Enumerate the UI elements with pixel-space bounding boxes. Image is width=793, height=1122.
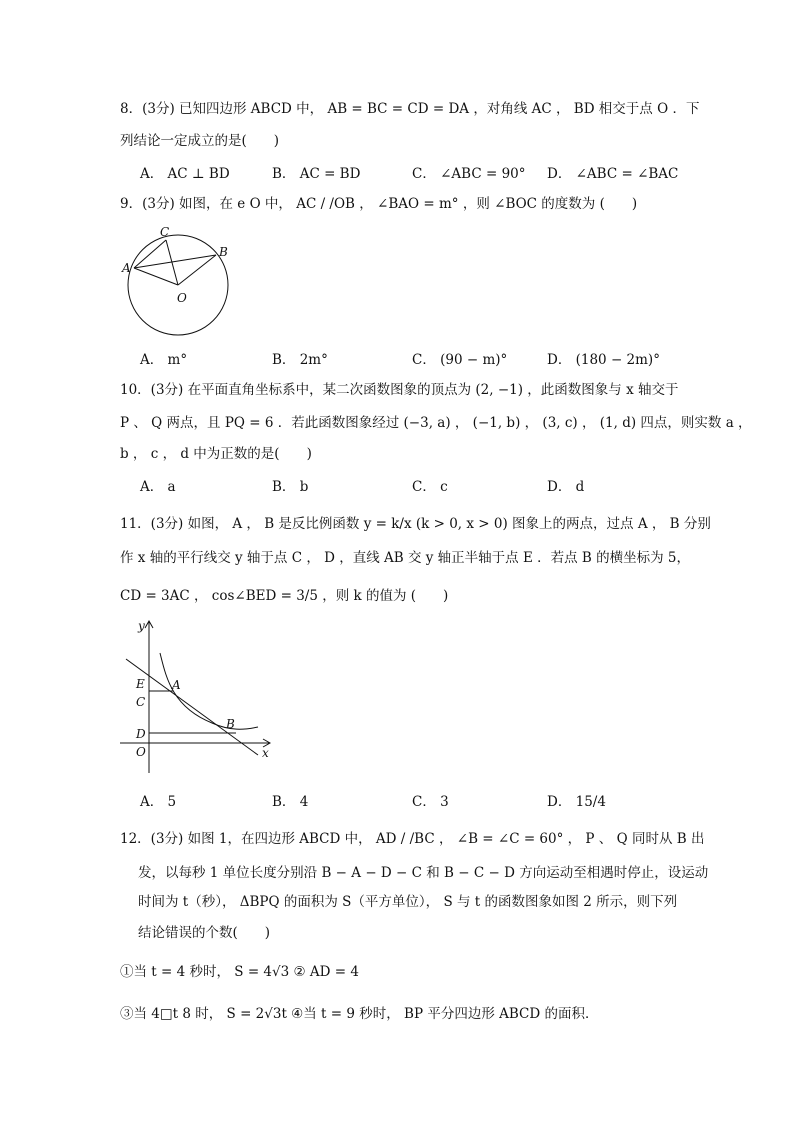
q9-stem-line1: 9．(3分) 如图，在 e O 中， AC / /OB ， ∠BAO = m° ，则 ∠BOC 的度数为 ( ) bbox=[120, 196, 638, 212]
q9-label-a: A bbox=[122, 261, 131, 275]
q10-option-a: A． a bbox=[140, 479, 176, 495]
q8-stem-line1: 8．(3分) 已知四边形 ABCD 中， AB = BC = CD = DA ，对角线 AC ， BD 相交于点 O ．下 bbox=[120, 101, 700, 117]
q12-stem-line4: 结论错误的个数( ) bbox=[138, 925, 271, 941]
q11-label-x: x bbox=[262, 746, 269, 760]
q11-label-e: E bbox=[136, 677, 145, 691]
q11-stem-line1: 11．(3分) 如图， A ， B 是反比例函数 y = k/x (k > 0, x > 0) 图象上的两点，过点 A ， B 分别 bbox=[120, 516, 711, 532]
q11-option-b: B． 4 bbox=[272, 794, 309, 810]
q9-segment-ao bbox=[134, 268, 178, 285]
q12-stem-line1: 12．(3分) 如图 1，在四边形 ABCD 中， AD / /BC ， ∠B = ∠C = 60° ， P 、 Q 同时从 B 出 bbox=[120, 831, 705, 847]
q8-stem-line2: 列结论一定成立的是( ) bbox=[120, 133, 280, 149]
q10-option-d: D． d bbox=[547, 479, 585, 495]
q11-line-ab bbox=[126, 659, 258, 755]
q11-label-d: D bbox=[136, 727, 146, 741]
q11-label-b: B bbox=[226, 717, 235, 731]
q11-label-y: y bbox=[138, 619, 145, 633]
q12-statements-1-2: ①当 t = 4 秒时， S = 4√3 ② AD = 4 bbox=[120, 964, 359, 980]
q8-option-a: A． AC ⊥ BD bbox=[140, 166, 230, 182]
q11-option-c: C． 3 bbox=[412, 794, 449, 810]
q10-option-c: C． c bbox=[412, 479, 448, 495]
q12-stem-line3: 时间为 t（秒）， ΔBPQ 的面积为 S（平方单位）， S 与 t 的函数图象如图 2 所示，则下列 bbox=[138, 894, 678, 910]
q12-stem-line2: 发，以每秒 1 单位长度分别沿 B − A − D − C 和 B − C − D 方向运动至相遇时停止，设运动 bbox=[138, 865, 709, 881]
q9-option-a: A． m° bbox=[140, 352, 188, 368]
q12-statements-3-4: ③当 4□t 8 时， S = 2√3t ④当 t = 9 秒时， BP 平分四边形 ABCD 的面积． bbox=[120, 1006, 599, 1022]
q11-stem-line3: CD = 3AC ， cos∠BED = 3/5 ，则 k 的值为 ( ) bbox=[120, 588, 449, 604]
q8-option-b: B． AC = BD bbox=[272, 166, 361, 182]
q11-option-a: A． 5 bbox=[140, 794, 177, 810]
q11-label-o: O bbox=[136, 745, 146, 759]
q11-label-c: C bbox=[136, 695, 146, 709]
q11-stem-line2: 作 x 轴的平行线交 y 轴于点 C ， D ，直线 AB 交 y 轴正半轴于点 E ．若点 B 的横坐标为 5， bbox=[120, 550, 691, 566]
q9-label-c: C bbox=[160, 225, 170, 239]
q9-option-c: C． (90 − m)° bbox=[412, 352, 508, 368]
q11-option-d: D． 15/4 bbox=[547, 794, 606, 810]
q10-stem-line2: P 、 Q 两点，且 PQ = 6 ．若此函数图象经过 (−3, a) ， (−1, b) ， (3, c) ， (1, d) 四点，则实数 a ， bbox=[120, 415, 752, 431]
q9-option-b: B． 2m° bbox=[272, 352, 328, 368]
q9-label-b: B bbox=[219, 245, 228, 259]
q9-label-o: O bbox=[177, 291, 187, 305]
q9-circle-figure bbox=[118, 225, 248, 345]
q8-option-c: C． ∠ABC = 90° bbox=[412, 166, 526, 182]
q8-option-d: D． ∠ABC = ∠BAC bbox=[547, 166, 679, 182]
q10-stem-line1: 10．(3分) 在平面直角坐标系中，某二次函数图象的顶点为 (2, −1) ，此函数图象与 x 轴交于 bbox=[120, 382, 679, 398]
q10-stem-line3: b ， c ， d 中为正数的是( ) bbox=[120, 446, 312, 462]
q9-segment-bo bbox=[178, 255, 216, 285]
q9-option-d: D． (180 − 2m)° bbox=[547, 352, 660, 368]
q11-graph-figure bbox=[112, 615, 287, 780]
q10-option-b: B． b bbox=[272, 479, 309, 495]
q11-label-a: A bbox=[172, 678, 181, 692]
